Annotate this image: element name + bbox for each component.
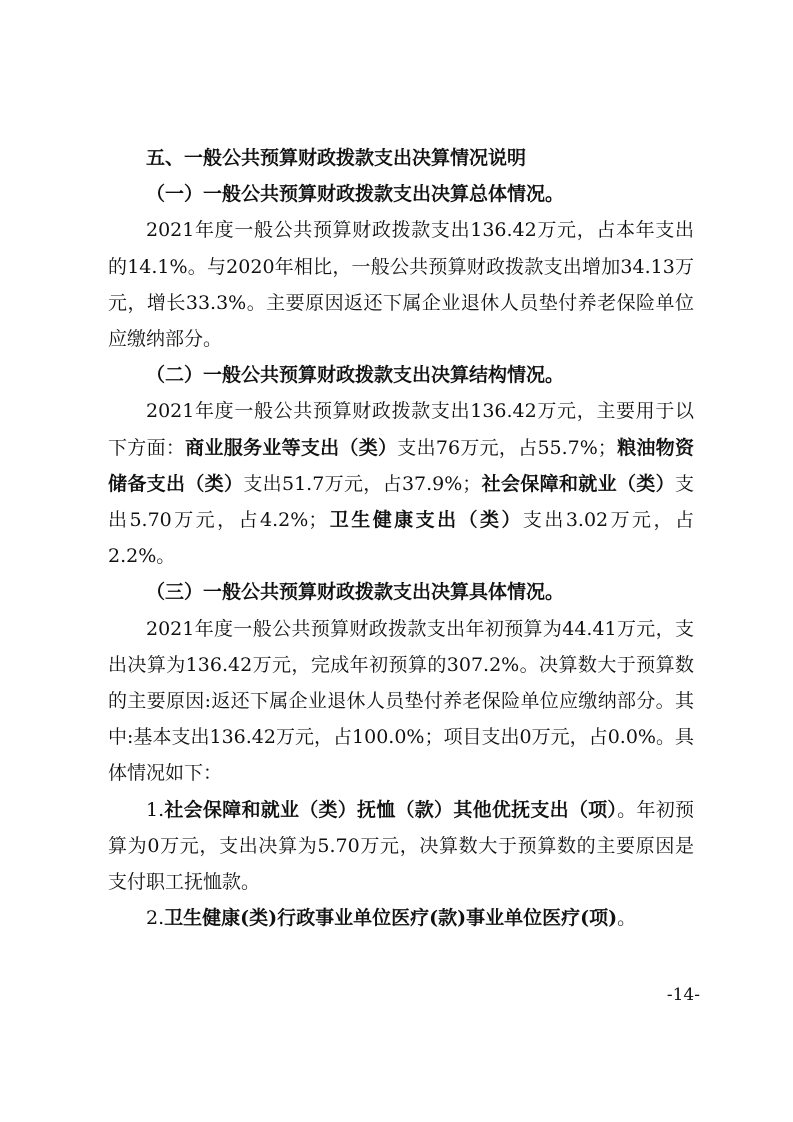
category-grain-text: 支出51.7万元，占37.9%； bbox=[243, 472, 482, 495]
category-commerce-text: 支出76万元，占55.7%； bbox=[397, 436, 617, 459]
detail-item-1-number: 1. bbox=[146, 798, 165, 821]
subsection-1-title: （一）一般公共预算财政拨款支出决算总体情况。 bbox=[146, 183, 565, 206]
category-health-text: 支出3.02万元，占2.2%。 bbox=[108, 509, 694, 568]
category-health-label: 卫生健康支出（类） bbox=[327, 509, 523, 532]
detail-item-1-title: 社会保障和就业（类）抚恤（款）其他优抚支出（项） bbox=[164, 798, 618, 821]
subsection-2-body bbox=[108, 393, 694, 574]
document-content bbox=[108, 140, 694, 936]
subsection-2-title: （二）一般公共预算财政拨款支出决算结构情况。 bbox=[146, 364, 565, 387]
detail-item-1-end: 。 bbox=[617, 798, 637, 821]
detail-item-2-title: 卫生健康(类)行政事业单位医疗(款)事业单位医疗(项) bbox=[164, 907, 618, 930]
category-commerce-label: 商业服务业等支出（类） bbox=[185, 436, 398, 459]
page-number: -14- bbox=[666, 985, 700, 1005]
category-social-label: 社会保障和就业（类） bbox=[481, 472, 675, 495]
subsection-3-title: （三）一般公共预算财政拨款支出决算具体情况。 bbox=[146, 581, 565, 604]
detail-item-2-end: 。 bbox=[617, 907, 637, 930]
detail-item-1 bbox=[108, 792, 694, 901]
section-heading: 五、一般公共预算财政拨款支出决算情况说明 bbox=[146, 147, 527, 169]
category-social-text: 支出5.70万元，占4.2%； bbox=[108, 472, 694, 532]
subsection-3-body: 2021年度一般公共预算财政拨款支出年初预算为44.41万元，支出决算为136.42万元，完成年初预算的307.2%。决算数大于预算数的主要原因:返还下属企业退休人员垫付养老保险单位应缴纳部分。其中:基本支出136.42万元，占100.0%；项目支出0万元，占0.0%。具体情况如下： bbox=[108, 617, 694, 785]
category-grain-label: 粮油物资储备支出（类） bbox=[108, 436, 694, 495]
subsection-1-body: 2021年度一般公共预算财政拨款支出136.42万元，占本年支出的14.1%。与2020年相比，一般公共预算财政拨款支出增加34.13万元，增长33.3%。主要原因返还下属企业退休人员垫付养老保险单位应缴纳部分。 bbox=[108, 219, 694, 351]
structure-intro: 2021年度一般公共预算财政拨款支出136.42万元，主要用于以下方面： bbox=[108, 400, 694, 459]
detail-item-1-body: 年初预算为0万元，支出决算为5.70万元，决算数大于预算数的主要原因是支付职工抚恤款。 bbox=[108, 798, 694, 894]
detail-item-2 bbox=[108, 900, 694, 936]
detail-item-2-number: 2. bbox=[146, 907, 165, 930]
